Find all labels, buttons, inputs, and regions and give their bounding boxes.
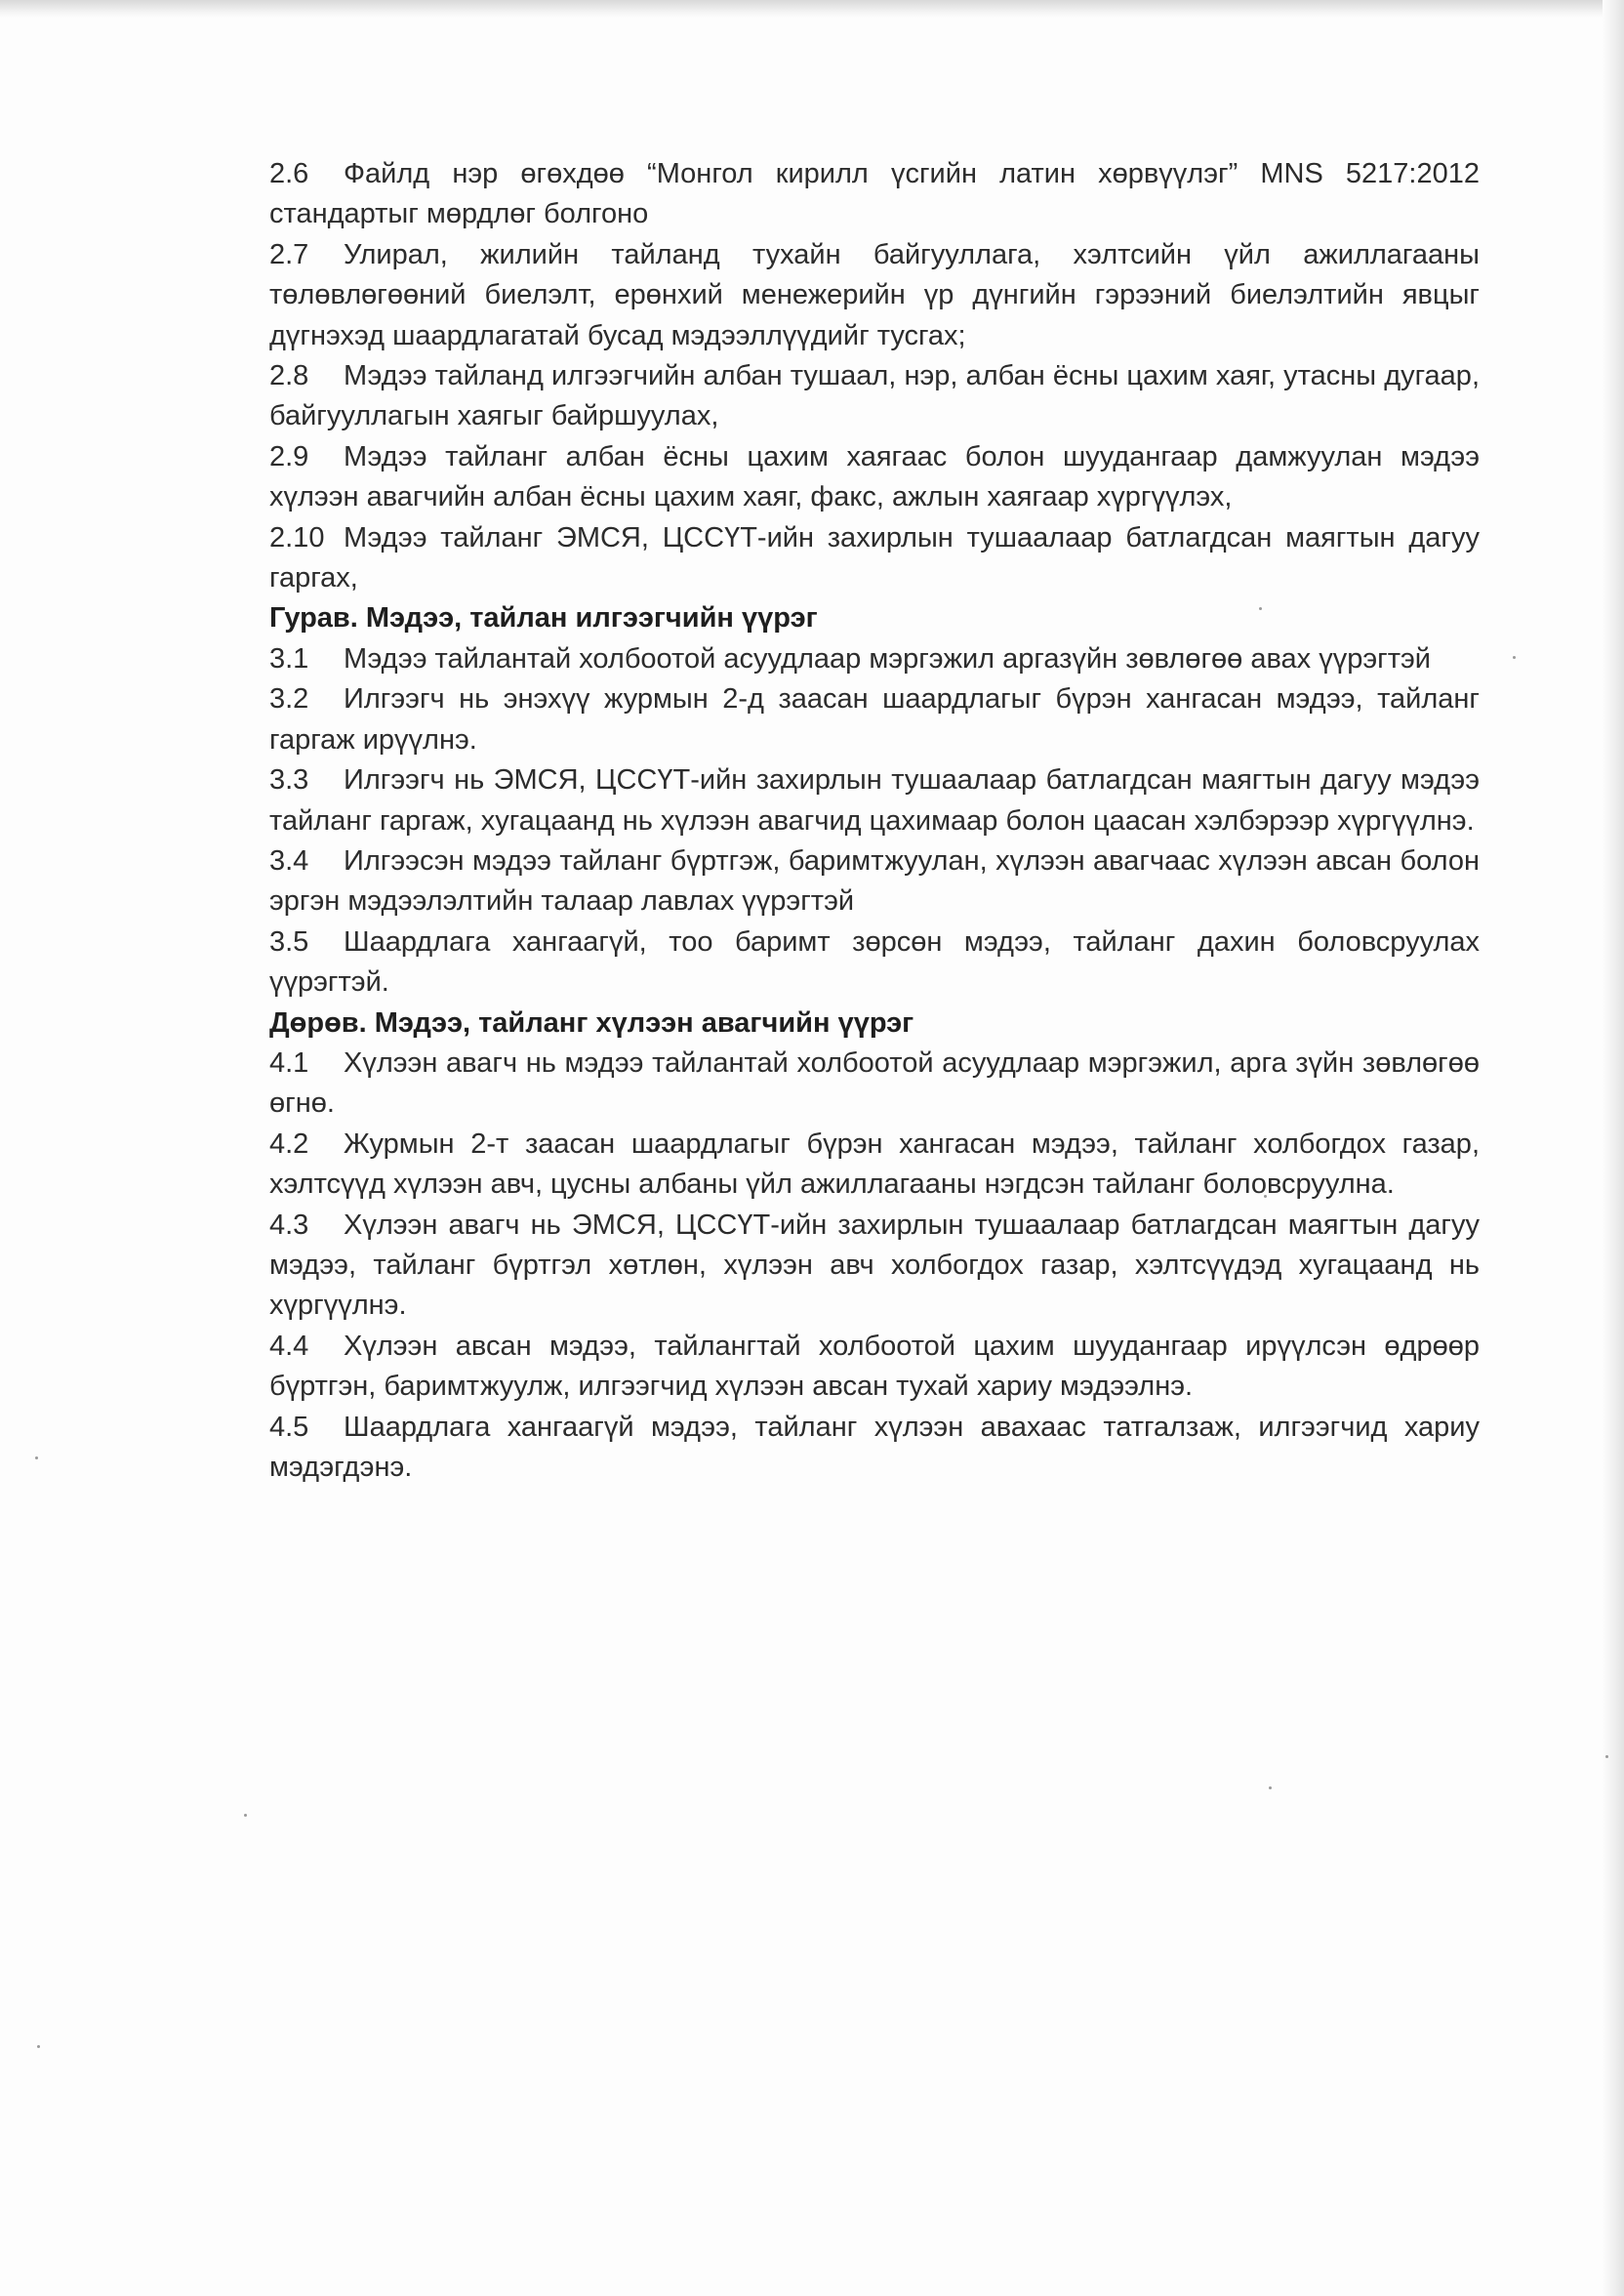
clause-item <box>269 437 1480 518</box>
clause-number: 2.8 <box>269 360 309 392</box>
clause-text: Шаардлага хангаагүй, тоо баримт зөрсөн мэдээ, тайланг дахин боловсруулах үүрэгтэй. <box>269 925 1480 999</box>
clause-number: 3.1 <box>269 642 309 675</box>
section-heading: Дөрөв. Мэдээ, тайланг хүлээн авагчийн үүрэг <box>269 1006 914 1039</box>
scan-speck <box>1269 1786 1272 1789</box>
clause-text: Мэдээ тайланг ЭМСЯ, ЦССҮТ-ийн захирлын тушаалаар батлагдсан маягтын дагуу гаргах, <box>269 521 1480 594</box>
clause-text: Шаардлага хангаагүй мэдээ, тайланг хүлээн авахаас татгалзаж, илгээгчид хариу мэдэгдэнэ. <box>269 1411 1480 1483</box>
clause-text: Мэдээ тайлантай холбоотой асуудлаар мэргэжил аргазүйн зөвлөгөө авах үүрэгтэй <box>344 642 1432 675</box>
clause-item <box>269 356 1480 437</box>
clause-number: 3.2 <box>269 683 309 716</box>
clause-number: 4.4 <box>269 1330 309 1362</box>
clause-text: Хүлээн авагч нь ЭМСЯ, ЦССҮТ-ийн захирлын тушаалаар батлагдсан маягтын дагуу мэдээ, тайланг бүртгэл хөтлөн, хүлээн авч холбогдох газар, хэлтсүүдэд хугацаанд нь хүргүүлнэ. <box>269 1209 1480 1322</box>
scan-speck <box>244 1814 247 1817</box>
clause-text: Мэдээ тайланд илгээгчийн албан тушаал, нэр, албан ёсны цахим хаяг, утасны дугаар, байгууллагын хаягыг байршуулах, <box>269 360 1480 432</box>
clause-text: Журмын 2-т заасан шаардлагыг бүрэн хангасан мэдээ, тайланг холбогдох газар, хэлтсүүд хүлээн авч, цусны албаны үйл ажиллагааны нэгдсэн тайланг боловсруулна. <box>269 1128 1480 1201</box>
clause-item <box>269 235 1480 356</box>
clause-item <box>269 154 1480 235</box>
section-heading: Гурав. Мэдээ, тайлан илгээгчийн үүрэг <box>269 602 818 635</box>
clause-item <box>269 760 1480 841</box>
clause-text: Илгээгч нь энэхүү журмын 2-д заасан шаардлагыг бүрэн хангасан мэдээ, тайланг гаргаж ирүүлнэ. <box>269 683 1480 756</box>
clause-number: 2.9 <box>269 440 309 472</box>
clause-text: Улирал, жилийн тайланд тухайн байгууллага, хэлтсийн үйл ажиллагааны төлөвлөгөөний биелэлт, ерөнхий менежерийн үр дүнгийн гэрээний биелэлтийн явцыг дүгнэхэд шаардлагатай бусад мэдээллүүдийг тусгах; <box>269 238 1480 351</box>
clause-number: 4.2 <box>269 1128 309 1160</box>
clause-item <box>269 1327 1480 1408</box>
document-body <box>269 154 1480 1488</box>
clause-number: 3.5 <box>269 925 309 958</box>
clause-number: 4.1 <box>269 1046 309 1079</box>
scan-speck <box>1513 656 1516 659</box>
clause-item <box>269 922 1480 1004</box>
clause-item <box>269 679 1480 760</box>
scan-shadow-top <box>0 0 1624 18</box>
clause-item <box>269 841 1480 922</box>
clause-text: Мэдээ тайланг албан ёсны цахим хаягаас болон шуудангаар дамжуулан мэдээ хүлээн авагчийн албан ёсны цахим хаяг, факс, ажлын хаягаар хүргүүлэх, <box>269 440 1480 513</box>
scan-shadow-right <box>1603 0 1624 2296</box>
clause-text: Хүлээн авагч нь мэдээ тайлантай холбоотой асуудлаар мэргэжил, арга зүйн зөвлөгөө өгнө. <box>269 1046 1480 1120</box>
clause-item <box>269 1408 1480 1489</box>
clause-text: Илгээсэн мэдээ тайланг бүртгэж, баримтжуулан, хүлээн авагчаас хүлээн авсан болон эргэн мэдээлэлтийн талаар лавлах үүрэгтэй <box>269 844 1480 918</box>
clause-text: Файлд нэр өгөхдөө “Монгол кирилл үсгийн латин хөрвүүлэг” MNS 5217:2012 стандартыг мөрдлөг болгоно <box>269 158 1480 230</box>
scan-speck <box>35 1456 38 1459</box>
clause-item <box>269 1206 1480 1327</box>
clause-number: 3.3 <box>269 764 309 797</box>
clause-item <box>269 1044 1480 1125</box>
clause-number: 4.5 <box>269 1411 309 1443</box>
clause-number: 4.3 <box>269 1209 309 1241</box>
clause-text: Илгээгч нь ЭМСЯ, ЦССҮТ-ийн захирлын тушаалаар батлагдсан маягтын дагуу мэдээ тайланг гаргаж, хугацаанд нь хүлээн авагчид цахимаар болон цаасан хэлбэрээр хүргүүлнэ. <box>269 764 1480 837</box>
scan-speck <box>1605 1755 1608 1758</box>
scan-speck <box>37 2045 40 2048</box>
clause-item <box>269 1125 1480 1206</box>
clause-number: 2.10 <box>269 521 325 554</box>
clause-item <box>269 639 1480 679</box>
clause-text: Хүлээн авсан мэдээ, тайлангтай холбоотой цахим шуудангаар ирүүлсэн өдрөөр бүртгэн, баримтжуулж, илгээгчид хүлээн авсан тухай хариу мэдээлнэ. <box>269 1330 1480 1403</box>
clause-number: 2.6 <box>269 158 309 189</box>
clause-number: 3.4 <box>269 844 309 877</box>
clause-item <box>269 518 1480 599</box>
clause-number: 2.7 <box>269 238 309 270</box>
